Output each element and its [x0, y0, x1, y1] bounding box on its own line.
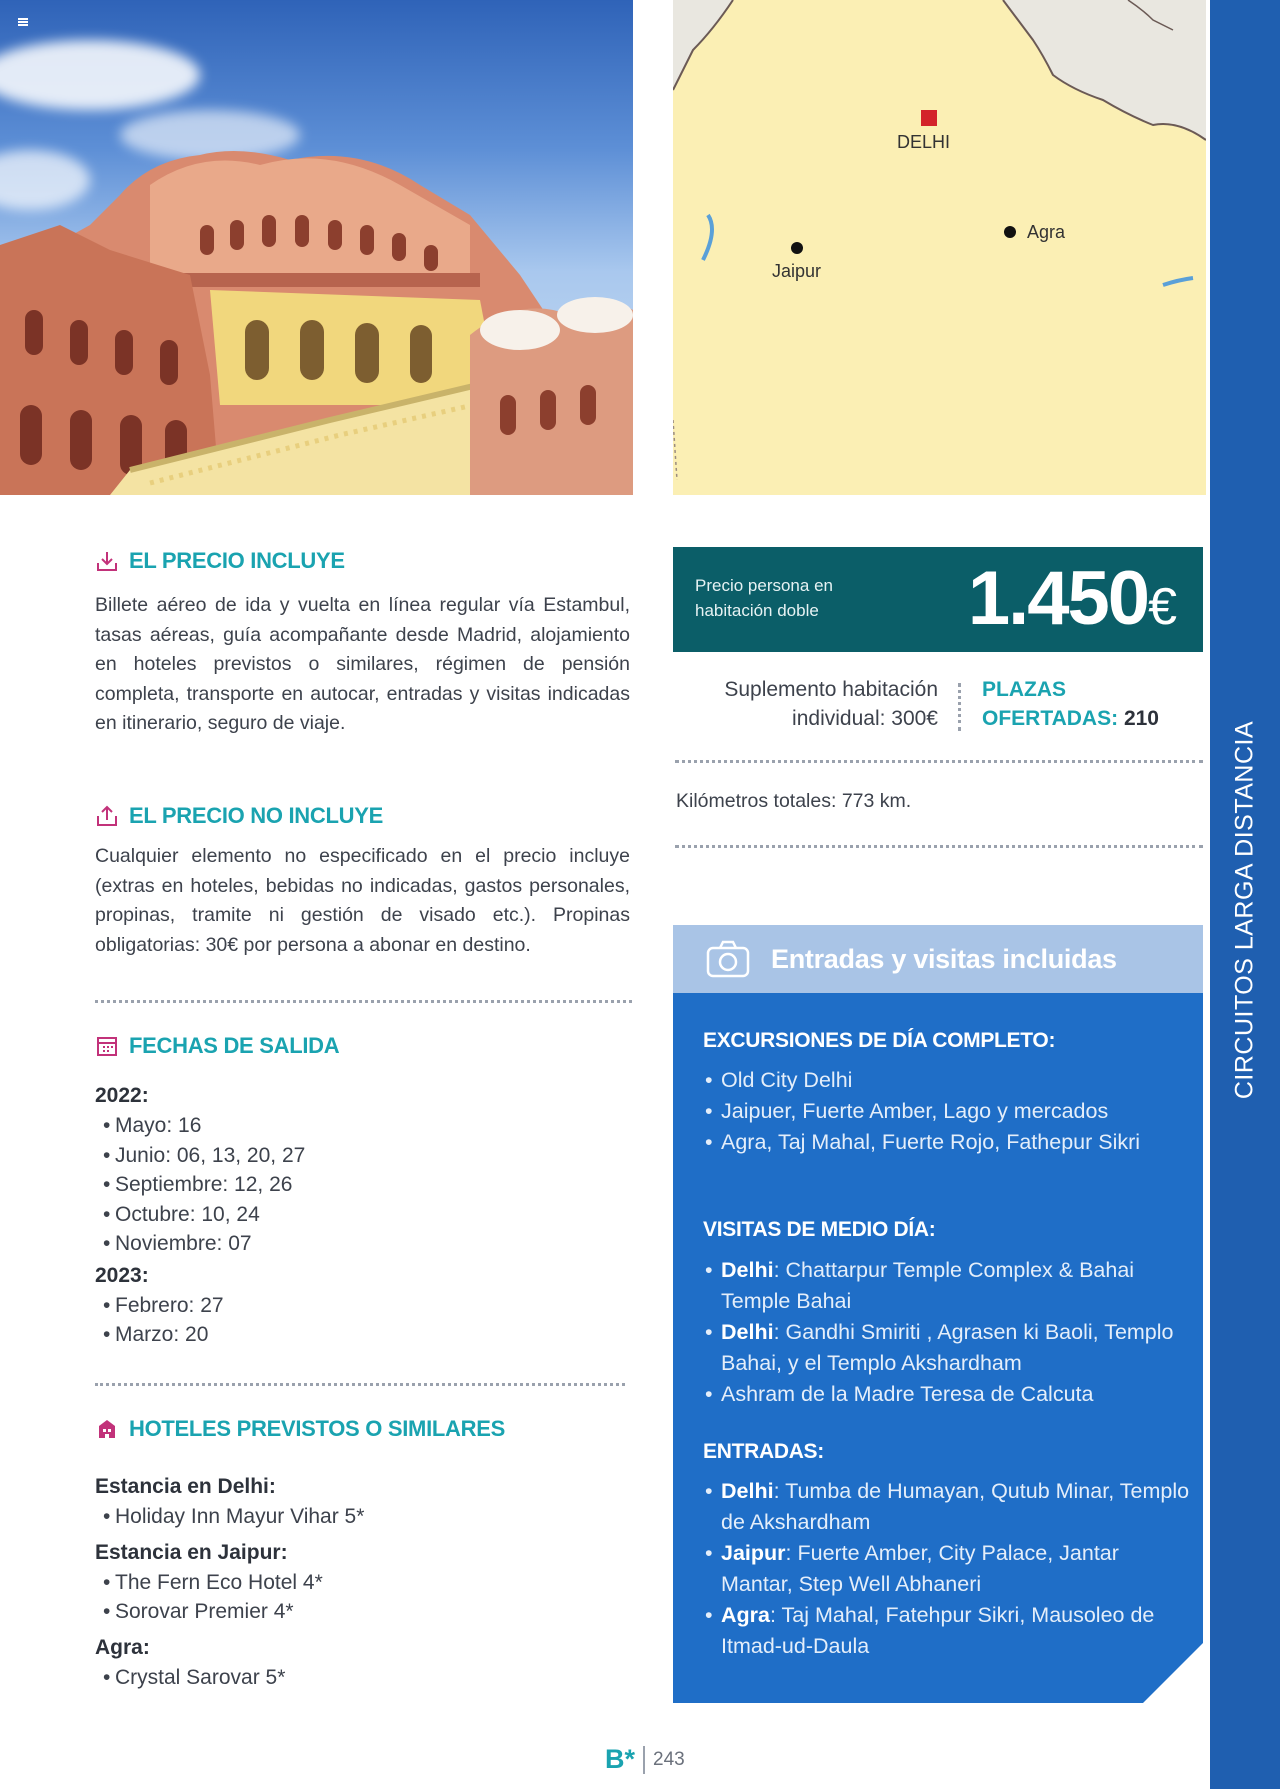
side-band-label: CIRCUITOS LARGA DISTANCIA	[1230, 720, 1259, 1100]
includes-title: EL PRECIO INCLUYE	[129, 548, 345, 573]
list-item: • The Fern Eco Hotel 4*	[103, 1568, 615, 1598]
camera-icon	[705, 939, 751, 979]
palace-illustration	[0, 75, 633, 495]
place-name: Jaipur	[721, 1541, 786, 1565]
price-amount: 1.450	[967, 556, 1149, 641]
visit-text: : Chattarpur Temple Complex & Bahai Temple Bahai	[721, 1258, 1135, 1313]
full-day-title: EXCURSIONES DE DÍA COMPLETO:	[703, 1029, 1056, 1052]
list-item	[703, 1317, 1193, 1379]
map-borders	[673, 0, 1206, 495]
visits-title: Entradas y visitas incluidas	[771, 943, 1117, 974]
list-item	[703, 1538, 1193, 1600]
visit-text: : Tumba de Humayan, Qutub Minar, Templo de Akshardham	[721, 1479, 1190, 1534]
year-label: 2022:	[95, 1084, 149, 1107]
hotels-heading	[95, 1416, 505, 1442]
list-item: • Old City Delhi	[703, 1065, 1193, 1096]
city-label-delhi: DELHI	[897, 132, 951, 152]
list-item	[703, 1476, 1193, 1538]
hotels-title: HOTELES PREVISTOS O SIMILARES	[129, 1416, 505, 1441]
supplement-line1: Suplemento habitación	[724, 678, 938, 701]
visit-text: Ashram de la Madre Teresa de Calcuta	[721, 1382, 1094, 1406]
price-label: Precio persona en habitación doble	[695, 576, 833, 620]
full-day-list	[703, 1065, 1193, 1158]
plazas	[982, 675, 1159, 733]
list-item: • Sorovar Premier 4*	[103, 1597, 615, 1627]
visit-text: : Taj Mahal, Fatehpur Sikri, Mausoleo de Itmad-ud-Daula	[721, 1603, 1155, 1658]
visit-text: : Fuerte Amber, City Palace, Jantar Mantar, Step Well Abhaneri	[721, 1541, 1119, 1596]
list-item: • Febrero: 27	[103, 1291, 615, 1321]
price-value	[968, 555, 1175, 642]
visits-header	[673, 925, 1203, 993]
dates-list-2023	[103, 1291, 615, 1350]
list-item: • Mayo: 16	[103, 1111, 615, 1141]
price-box	[673, 547, 1203, 652]
city-label-jaipur: Jaipur	[772, 261, 822, 281]
list-item: • Noviembre: 07	[103, 1229, 615, 1259]
place-name: Delhi	[721, 1320, 774, 1344]
list-item	[703, 1379, 1193, 1410]
visit-text: : Gandhi Smiriti , Agrasen ki Baoli, Templo Bahai, y el Templo Akshardham	[721, 1320, 1174, 1375]
plazas-count: 210	[1123, 707, 1159, 730]
page-footer	[605, 1744, 685, 1775]
hotel-icon	[95, 1417, 119, 1441]
divider	[643, 1746, 645, 1774]
hawa-mahal-photo	[0, 0, 633, 495]
list-item	[703, 1600, 1193, 1662]
list-item: • Septiembre: 12, 26	[103, 1170, 615, 1200]
visits-box	[673, 993, 1203, 1703]
page-number: 243	[653, 1748, 685, 1770]
brand-logo: B*	[605, 1744, 636, 1774]
dates-heading	[95, 1033, 339, 1059]
includes-heading	[95, 548, 345, 574]
dates-list-2022	[103, 1111, 615, 1259]
menu-icon[interactable]	[18, 18, 28, 26]
list-item: • Junio: 06, 13, 20, 27	[103, 1141, 615, 1171]
dates-block	[95, 1081, 615, 1350]
supplement-line2: individual: 300€	[792, 707, 938, 730]
not-includes-heading	[95, 803, 383, 829]
hotels-block	[95, 1472, 615, 1692]
route-map	[673, 0, 1206, 495]
supplement	[673, 675, 938, 733]
total-km: Kilómetros totales: 773 km.	[676, 790, 912, 812]
not-includes-title: EL PRECIO NO INCLUYE	[129, 803, 383, 828]
half-day-list	[703, 1255, 1193, 1410]
city-label-agra: Agra	[1027, 222, 1066, 242]
upload-icon	[95, 804, 119, 828]
divider	[95, 1000, 632, 1003]
divider	[95, 1383, 625, 1386]
half-day-title: VISITAS DE MEDIO DÍA:	[703, 1218, 936, 1241]
hotel-group-label: Estancia en Delhi:	[95, 1475, 276, 1498]
jaipur-marker	[791, 242, 803, 254]
calendar-icon	[95, 1034, 119, 1058]
price-currency: €	[1148, 578, 1175, 636]
agra-marker	[1004, 226, 1016, 238]
list-item: • Agra, Taj Mahal, Fuerte Rojo, Fathepur Sikri	[703, 1127, 1193, 1158]
plazas-line1: PLAZAS	[982, 678, 1066, 701]
hotel-list	[103, 1568, 615, 1627]
place-name: Agra	[721, 1603, 770, 1627]
not-includes-text: Cualquier elemento no especificado en el precio incluye (extras en hoteles, bebidas no indicadas, gastos personales, propinas, tramite ni gestión de visado etc.). Propinas obligatorias: 30€ por persona a abonar en destino.	[95, 845, 630, 956]
plazas-line2: OFERTADAS:	[982, 707, 1119, 730]
hotel-group-label: Agra:	[95, 1635, 150, 1659]
divider	[958, 683, 961, 731]
list-item: • Crystal Sarovar 5*	[103, 1663, 615, 1693]
year-label: 2023:	[95, 1263, 149, 1287]
place-name: Delhi	[721, 1479, 774, 1503]
corner-cut	[1142, 1642, 1204, 1704]
list-item: • Octubre: 10, 24	[103, 1200, 615, 1230]
place-name: Delhi	[721, 1258, 774, 1282]
list-item	[703, 1255, 1193, 1317]
download-icon	[95, 549, 119, 573]
includes-text: Billete aéreo de ida y vuelta en línea regular vía Estambul, tasas aéreas, guía acompañante desde Madrid, alojamiento en hoteles previstos o similares, régimen de pensión completa, transporte en autocar, entradas y visitas indicadas en itinerario, seguro de viaje.	[95, 594, 630, 734]
delhi-marker	[921, 110, 937, 126]
entries-title: ENTRADAS:	[703, 1440, 824, 1463]
divider	[675, 845, 1203, 848]
list-item: • Jaipuer, Fuerte Amber, Lago y mercados	[703, 1096, 1193, 1127]
dates-title: FECHAS DE SALIDA	[129, 1033, 340, 1058]
list-item: • Holiday Inn Mayur Vihar 5*	[103, 1502, 615, 1532]
list-item: • Marzo: 20	[103, 1320, 615, 1350]
hotel-list	[103, 1663, 615, 1693]
hotel-list	[103, 1502, 615, 1532]
divider	[675, 760, 1203, 763]
entries-list	[703, 1476, 1193, 1662]
hotel-group-label: Estancia en Jaipur:	[95, 1540, 288, 1564]
